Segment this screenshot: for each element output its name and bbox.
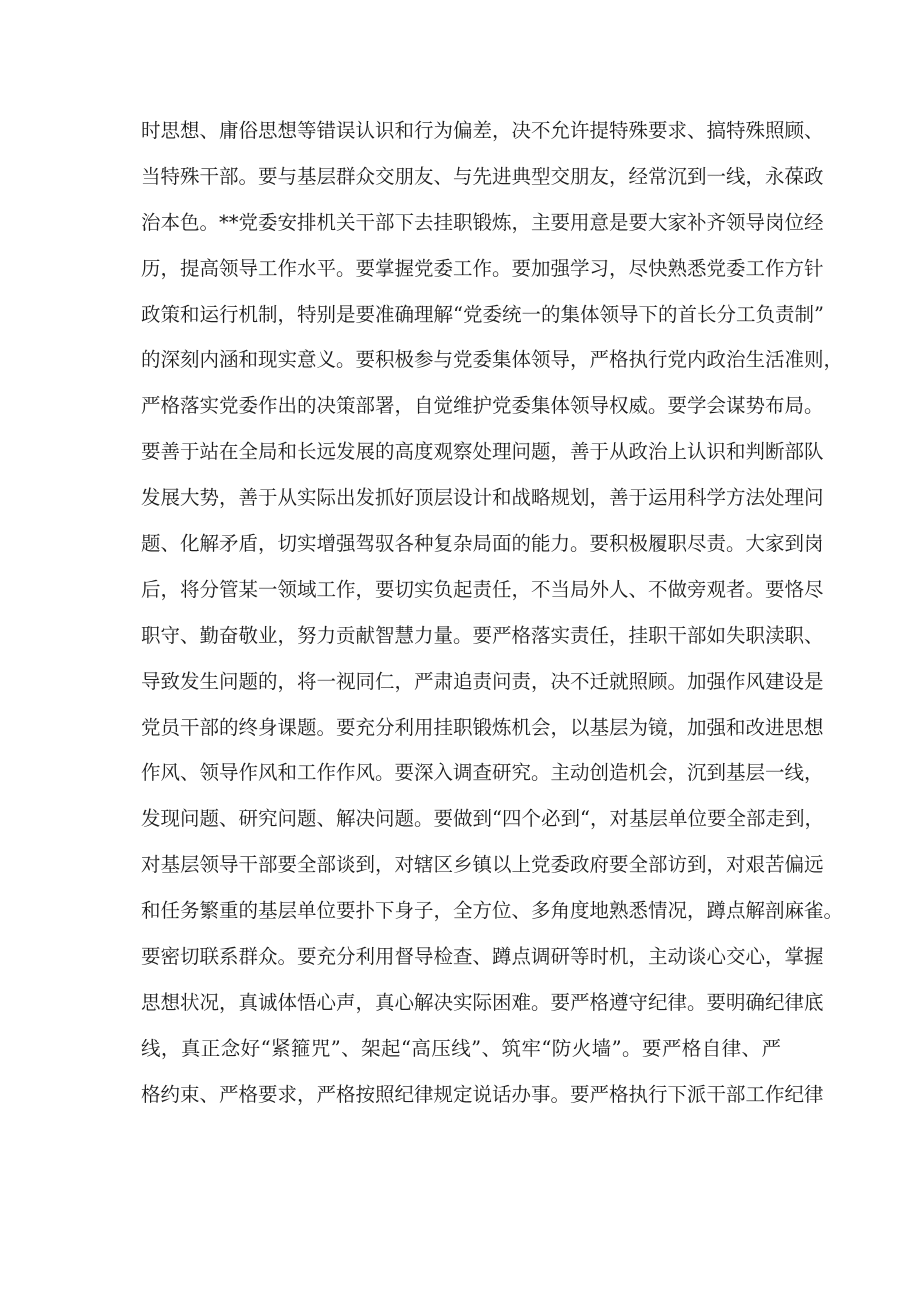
text-line: 作风、领导作风和工作作风。要深入调查研究。主动创造机会，沉到基层一线，	[141, 761, 824, 785]
text-line: 题、化解矛盾，切实增强驾驭各种复杂局面的能力。要积极履职尽责。大家到岗	[141, 532, 824, 556]
text-line: 政策和运行机制，特别是要准确理解“党委统一的集体领导下的首长分工负责制”	[141, 302, 824, 326]
text-line: 对基层领导干部要全部谈到，对辖区乡镇以上党委政府要全部访到，对艰苦偏远	[141, 853, 824, 877]
text-line: 历，提高领导工作水平。要掌握党委工作。要加强学习，尽快熟悉党委工作方针	[141, 256, 824, 280]
text-line: 要善于站在全局和长远发展的高度观察处理问题，善于从政治上认识和判断部队	[141, 440, 824, 464]
text-line: 要密切联系群众。要充分利用督导检查、蹲点调研等时机，主动谈心交心，掌握	[141, 945, 824, 969]
text-line: 时思想、庸俗思想等错误认识和行为偏差，决不允许提特殊要求、搞特殊照顾、	[141, 119, 824, 142]
body-text	[141, 108, 844, 1118]
text-line: 当特殊干部。要与基层群众交朋友、与先进典型交朋友，经常沉到一线，永葆政	[141, 164, 824, 188]
text-line: 的深刻内涵和现实意义。要积极参与党委集体领导，严格执行党内政治生活准则，	[141, 348, 844, 372]
text-line: 后，将分管某一领域工作，要切实负起责任，不当局外人、不做旁观者。要恪尽	[141, 577, 824, 601]
text-line: 发展大势，善于从实际出发抓好顶层设计和战略规划，善于运用科学方法处理问	[141, 486, 824, 510]
text-line: 治本色。**党委安排机关干部下去挂职锻炼，主要用意是要大家补齐领导岗位经	[141, 210, 824, 234]
text-line: 导致发生问题的，将一视同仁，严肃追责问责，决不迁就照顾。加强作风建设是	[141, 669, 824, 693]
text-line: 格约束、严格要求，严格按照纪律规定说话办事。要严格执行下派干部工作纪律	[141, 1082, 824, 1106]
text-line: 和任务繁重的基层单位要扑下身子，全方位、多角度地熟悉情况，蹲点解剖麻雀。	[141, 899, 844, 923]
text-line: 思想状况，真诚体悟心声，真心解决实际困难。要严格遵守纪律。要明确纪律底	[141, 990, 824, 1014]
text-line: 职守、勤奋敬业，努力贡献智慧力量。要严格落实责任，挂职干部如失职渎职、	[141, 623, 824, 647]
text-line: 线，真正念好“紧箍咒”、架起“高压线”、筑牢“防火墙”。要严格自律、严	[141, 1036, 781, 1060]
text-line: 党员干部的终身课题。要充分利用挂职锻炼机会，以基层为镜，加强和改进思想	[141, 715, 824, 739]
text-line: 发现问题、研究问题、解决问题。要做到“四个必到“，对基层单位要全部走到，	[141, 807, 824, 831]
text-line: 严格落实党委作出的决策部署，自觉维护党委集体领导权威。要学会谋势布局。	[141, 394, 824, 418]
